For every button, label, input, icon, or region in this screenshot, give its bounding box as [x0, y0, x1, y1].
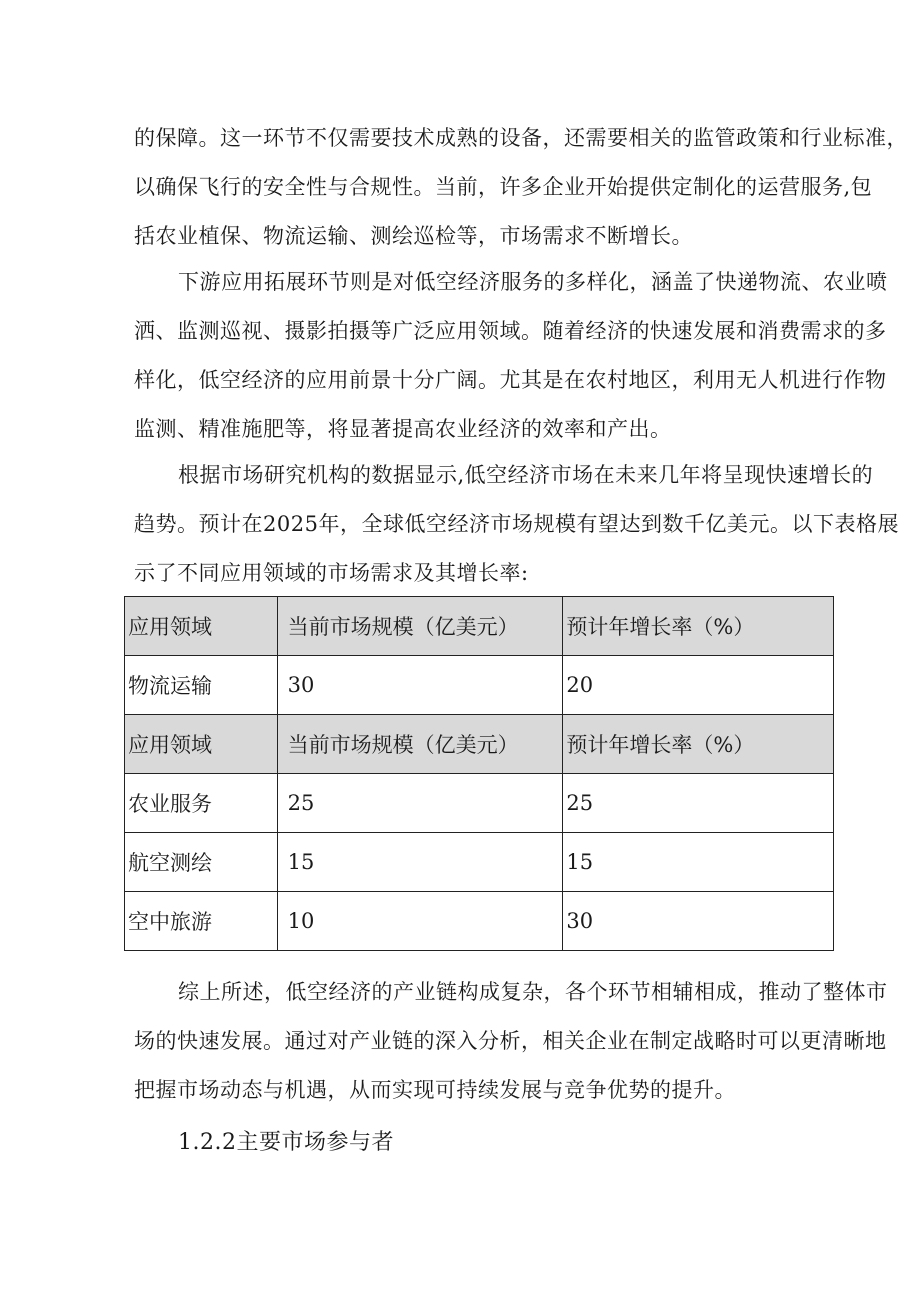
table-header-cell: 当前市场规模（亿美元）: [277, 597, 563, 656]
paragraph-line: 下游应用拓展环节则是对低空经济服务的多样化，涵盖了快递物流、农业喷: [178, 270, 888, 294]
table-cell: 10: [277, 892, 563, 951]
table-row: [125, 774, 834, 833]
paragraph-summary: [134, 968, 888, 1115]
table-header-cell: 应用领域: [125, 597, 278, 656]
paragraph-market-research: [134, 451, 899, 598]
table-row: [125, 656, 834, 715]
table-cell: 15: [563, 833, 834, 892]
table-cell: 物流运输: [125, 656, 278, 715]
paragraph-line: 的保障。这一环节不仅需要技术成熟的设备，还需要相关的监管政策和行业标准，: [134, 126, 908, 150]
table-cell: 30: [563, 892, 834, 951]
table-header-row: [125, 597, 834, 656]
table-header-cell: 应用领域: [125, 715, 278, 774]
paragraph-line: 根据市场研究机构的数据显示,低空经济市场在未来几年将呈现快速增长的: [178, 463, 874, 487]
paragraph-line: 综上所述，低空经济的产业链构成复杂，各个环节相辅相成，推动了整体市: [178, 980, 888, 1004]
paragraph-line: 括农业植保、物流运输、测绘巡检等，市场需求不断增长。: [134, 224, 693, 248]
table-cell: 空中旅游: [125, 892, 278, 951]
paragraph-downstream: [134, 258, 888, 454]
table-cell: 30: [277, 656, 563, 715]
table-row: [125, 833, 834, 892]
market-table: [124, 596, 834, 951]
paragraph-line: 场的快速发展。通过对产业链的深入分析，相关企业在制定战略时可以更清晰地: [134, 1029, 887, 1053]
table-cell: 25: [277, 774, 563, 833]
section-heading: 1.2.2主要市场参与者: [178, 1130, 394, 1155]
paragraph-line: 样化，低空经济的应用前景十分广阔。尤其是在农村地区，利用无人机进行作物: [134, 368, 887, 392]
table-header-cell: 预计年增长率（%）: [563, 597, 834, 656]
table-header-row: [125, 715, 834, 774]
table-cell: 20: [563, 656, 834, 715]
table-row: [125, 892, 834, 951]
paragraph-line: 监测、精准施肥等，将显著提高农业经济的效率和产出。: [134, 417, 672, 441]
paragraph-line: 洒、监测巡视、摄影拍摄等广泛应用领域。随着经济的快速发展和消费需求的多: [134, 319, 887, 343]
table-cell: 15: [277, 833, 563, 892]
table-cell: 农业服务: [125, 774, 278, 833]
table-header-cell: 当前市场规模（亿美元）: [277, 715, 563, 774]
paragraph-line: 示了不同应用领域的市场需求及其增长率:: [134, 561, 529, 585]
paragraph-regulation: [134, 114, 908, 261]
paragraph-line: 以确保飞行的安全性与合规性。当前，许多企业开始提供定制化的运营服务,包: [134, 175, 873, 199]
paragraph-line: 把握市场动态与机遇，从而实现可持续发展与竞争优势的提升。: [134, 1078, 736, 1102]
table-cell: 25: [563, 774, 834, 833]
table-cell: 航空测绘: [125, 833, 278, 892]
paragraph-line: 趋势。预计在2025年，全球低空经济市场规模有望达到数千亿美元。以下表格展: [134, 512, 899, 536]
table-header-cell: 预计年增长率（%）: [563, 715, 834, 774]
